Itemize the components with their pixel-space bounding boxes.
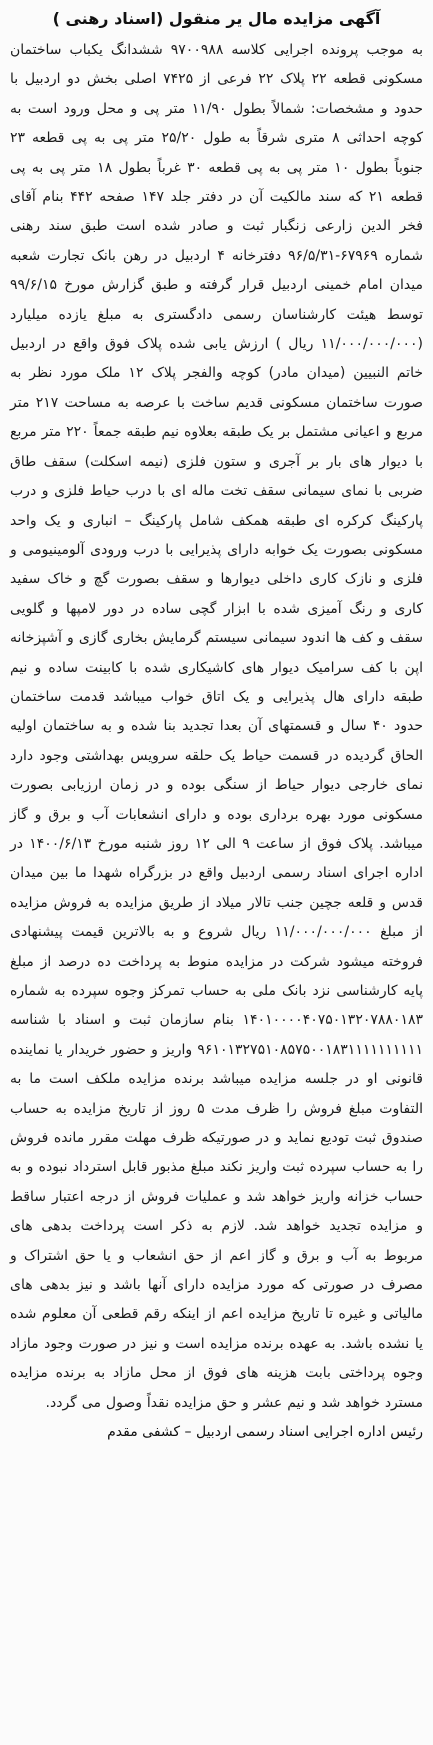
notice-title: آگهی مزایده مال یر منقول (اسناد رهنی ) [52, 9, 381, 28]
notice-body: به موجب پرونده اجرایی کلاسه ۹۷۰۰۹۸۸ ششدانگ یکباب ساختمان مسکونی قطعه ۲۲ پلاک ۲۲ فرعی از ۷۴۲۵ اصلی بخش دو اردبیل با حدود و مشخصات: شمالاً بطول ۱۱/۹۰ متر پی و محل ورود است به کوچه احداثی ۸ متری شرقاً به طول ۲۵/۲۰ متر پی به پی قطعه ۲۳ جنوباً بطول ۱۰ متر پی به پی قطعه ۳۰ غرباً بطول ۱۸ متر پی به پی قطعه ۲۱ که سند مالکیت آن در دفتر جلد ۱۴۷ صفحه ۴۴۲ بنام آقای فخر الدین زارعی زنگبار ثبت و صادر شده است طبق سند رهنی شماره ۶۷۹۶۹-۹۶/۵/۳۱ دفترخانه ۴ اردبیل در رهن بانک تجارت شعبه میدان امام خمینی اردبیل قرار گرفته و طبق گزارش مورخ ۹۹/۶/۱۵ توسط هیئت کارشناسان رسمی دادگستری به مبلغ یازده میلیارد (۱۱/۰۰۰/۰۰۰/۰۰۰ ریال ) ارزش یابی شده پلاک فوق واقع در اردبیل خاتم النبیین (میدان مادر) کوچه والفجر پلاک ۱۲ ملک مورد نظر به صورت ساختمان مسکونی قدیم ساخت با عرصه به مساحت ۲۱۷ متر مربع و اعیانی مشتمل بر یک طبقه بعلاوه نیم طبقه جمعاً ۲۲۰ متر مربع با دیوار های بار بر آجری و ستون فلزی (نیمه اسکلت) سقف طاق ضربی با نمای سیمانی سقف تخت ماله ای با درب حیاط فلزی و درب پارکینگ کرکره ای طبقه همکف شامل پارکینگ – انباری و یک واحد مسکونی بصورت یک خوابه دارای پذیرایی با درب ورودی آلومینیومی و فلزی و نازک کاری داخلی دیوارها و سقف بصورت گچ و خاک سفید کاری و رنگ آمیزی شده با ابزار گچی ساده در دور لامپها و گلویی سقف و کف ها اندود سیمانی سیستم گرمایش بخاری گازی و آشپزخانه اپن با کف سرامیک دیوار های کاشیکاری شده با کابینت ساده و نیم طبقه دارای هال پذیرایی و یک اتاق خواب میباشد قدمت ساختمان حدود ۴۰ سال و قسمتهای آن بعدا تجدید بنا شده و به ساختمان اولیه الحاق گردیده در قسمت حیاط یک حلقه سرویس بهداشتی وجود دارد نمای خارجی دیوار حیاط از سنگی بوده و در زمان ارزیابی بصورت مسکونی مورد بهره برداری بوده و دارای انشعابات آب و برق و گاز میباشد. پلاک فوق از ساعت ۹ الی ۱۲ روز شنبه مورخ ۱۴۰۰/۶/۱۳ در اداره اجرای اسناد رسمی اردبیل واقع در بزرگراه شهدا ما بین میدان قدس و قلعه جچین جنب تالار میلاد از طریق مزایده به فروش مزایده از مبلغ ۱۱/۰۰۰/۰۰۰/۰۰۰ ریال شروع و به بالاترین قیمت پیشنهادی فروخته میشود شرکت در مزایده منوط به پرداخت ده درصد از مبلغ پایه کارشناسی نزد بانک ملی به حساب تمرکز وجوه سپرده به شماره ۱۴۰۱۰۰۰۰۴۰۷۵۰۱۳۲۰۷۸۸۰۱۸۳ بنام سازمان ثبت و اسناد با شناسه ۹۶۱۰۱۳۲۷۵۱۰۸۵۷۵۰۰۱۸۳۱۱۱۱۱۱۱۱۱۱ واریز و حضور خریدار یا نماینده قانونی او در جلسه مزایده میباشد برنده مزایده ملکف است ما به التفاوت مبلغ فروش را ظرف مدت ۵ روز از تاریخ مزایده به حساب صندوق ثبت تودیع نماید و در صورتیکه ظرف مهلت مقرر مانده فروش را به حساب سپرده ثبت واریز نکند مبلغ مذبور قابل استرداد نبوده و به حساب خزانه واریز خواهد شد و عملیات فروش از درجه اعتبار ساقط و مزایده تجدید خواهد شد. لازم به ذکر است پرداخت بدهی های مربوط به آب و برق و گاز اعم از حق انشعاب و یا حق اشتراک و مصرف در صورتی که مورد مزایده دارای آنها باشد و نیز بدهی های مالیاتی و غیره تا تاریخ مزایده اعم از اینکه رقم قطعی آن معلوم شده یا نشده باشد. به عهده برنده مزایده است و نیز در صورت وجود مازاد وجوه پرداختی بابت هزینه های فوق از محل مازاد به برنده مزایده مسترد خواهد شد و نیم عشر و حق مزایده نقداً وصول می گردد. [10, 42, 424, 1411]
notice-signature: رئیس اداره اجرایی اسناد رسمی اردبیل – کشفی مقدم [107, 1424, 423, 1441]
